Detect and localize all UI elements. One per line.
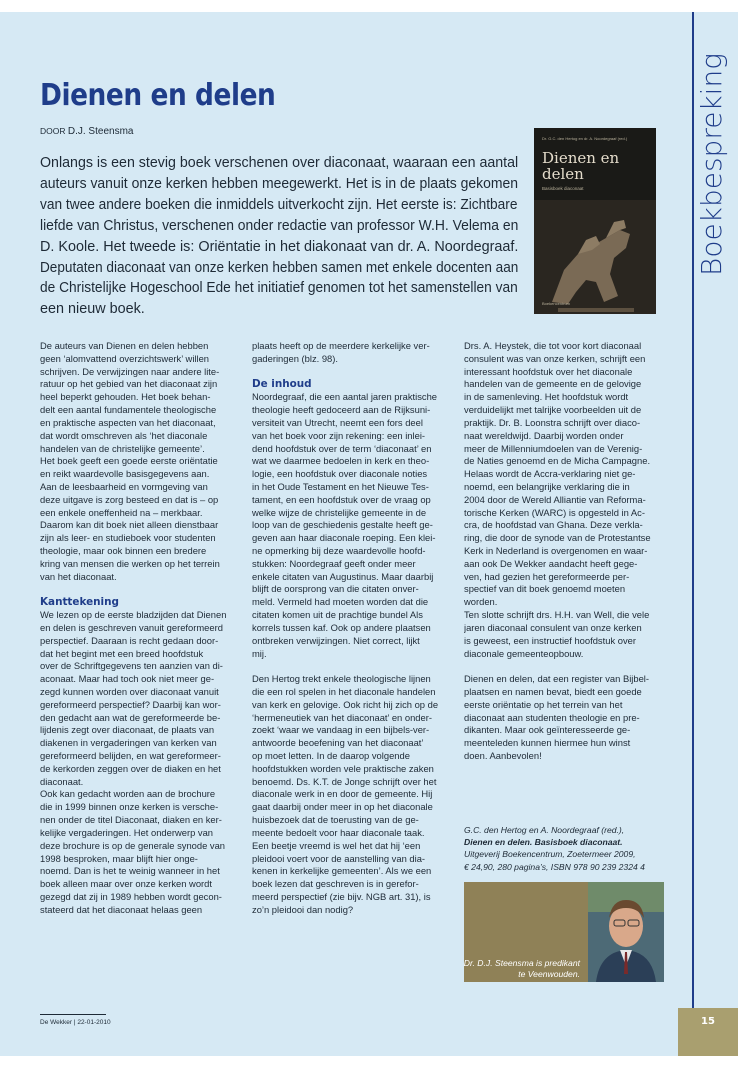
body-text-line: en delen is geschreven vanuit gereformeerd <box>40 621 223 633</box>
body-text-line: perspectief. Daaraan is recht gedaan door- <box>40 634 219 646</box>
body-text-line: spectief van dit boek genoemd moeten <box>464 583 626 595</box>
body-text-line: We lezen op de eerste bladzijden dat Dienen <box>40 609 227 621</box>
body-text-line: loop van de geschiedenis gestalte heeft ge- <box>252 519 433 531</box>
body-text-line: tament, en een hoofdstuk over de vraag op <box>252 493 431 505</box>
body-text-line: versiteit van Utrecht, neemt een fors deel <box>252 416 423 428</box>
body-text-line: Kerk in Nederland is overgenomen en waar- <box>464 545 648 556</box>
body-text-line: dikanten. Maar ook geïnteresseerde ge- <box>464 724 631 736</box>
body-text-line: in het Oude Testament en het Nieuwe Tes- <box>252 480 429 492</box>
body-text-line: nen onder de titel Diaconaat, diaken en ker- <box>40 814 222 826</box>
paragraph-gap <box>252 660 456 673</box>
body-text-line: handelen van de christelijke gemeente’. <box>40 442 205 454</box>
author-photo <box>588 882 664 982</box>
book-details <box>464 824 674 873</box>
body-text-line: handelen van de gemeente en de gelovige <box>464 378 642 390</box>
body-text-line: Het boek geeft een goede eerste oriëntatie <box>40 455 218 467</box>
body-text-line: wat we daarmee bedoelen in kerk en theo- <box>252 455 430 467</box>
article-title: Dienen en delen <box>40 78 276 113</box>
body-text-line: Een beetje vreemd is wel het dat hij ‘een <box>252 839 421 851</box>
body-text-line: geen ‘alomvattend overzichtswerk’ willen <box>40 352 210 364</box>
body-text-line: delt een aantal fundamentele theologische <box>40 404 217 416</box>
body-text-line: meerd perspectief (zie bijv. NGB art. 31), is <box>252 890 431 902</box>
body-text-line: aconaat. Maar had toch ook niet meer ge- <box>40 673 215 685</box>
paragraph-gap <box>464 660 668 673</box>
page-number: 15 <box>701 1016 715 1027</box>
body-text-line: Helaas wordt de Accra-verklaring niet ge- <box>464 468 636 480</box>
body-text-line: geven aan haar diaconale roeping. Een klei- <box>252 532 436 544</box>
body-text-line: blijft de oorsprong van die citaten onver- <box>252 583 419 595</box>
body-text-line: die een rol spelen in het diaconale handelen <box>252 685 436 697</box>
body-text-line: van het diaconaat. <box>40 570 117 582</box>
body-text-line: jaren diaconaal consulent van onze kerken <box>464 621 642 633</box>
body-text-line: dat wordt omschreven als ‘het diaconale <box>40 429 208 441</box>
body-text-line: diakenen in vergaderingen van kerken van <box>40 737 217 749</box>
body-text-line: deze brochure is op de generale synode van <box>40 839 226 851</box>
body-text-line: den gedacht aan wat de gereformeerde be- <box>40 711 221 723</box>
body-text-line: de kerkorden zeggen over de diaken en het <box>40 762 221 774</box>
intro-line: een nieuw boek. <box>40 301 145 318</box>
body-text-line: antwoorde beoefening van het diaconaat’ <box>252 737 424 749</box>
body-text-line: en praktische aspecten van het diaconaat, <box>40 416 216 428</box>
body-text-line: dat het begint met een breed hoofdstuk <box>40 647 204 659</box>
body-text-line: eerste oriëntatie op het terrein van het <box>464 698 623 710</box>
body-text-line: is geweest, een instructief hoofdstuk over <box>464 634 636 646</box>
body-text-line: Drs. A. Heystek, die tot voor kort diaconaal <box>464 340 642 351</box>
body-text-line: schrijven. De verwijzingen naar andere lite- <box>40 365 220 377</box>
body-text-line: van kerk en gelovige. Ook richt hij zich op de <box>252 698 439 710</box>
body-text-line: Ten slotte schrijft drs. H.H. van Well, die vele <box>464 609 650 621</box>
body-text-line: kring van mensen die werken op het terrein <box>40 557 220 569</box>
intro-line: auteurs vanuit onze kerken hebben meegewerkt. Het is in de plaats gekomen <box>40 175 518 192</box>
cover-publisher: Boekencentrum <box>542 301 571 306</box>
body-text-line: welke wijze de christelijke gemeente in de <box>252 506 427 518</box>
author-caption <box>456 958 580 980</box>
body-text-line: in de samenleving. Het hoofdstuk wordt <box>464 391 629 403</box>
body-text-line: plaatsen en namen bevat, biedt een goede <box>464 685 642 697</box>
body-text-line: boek alleen maar over onze kerken wordt <box>40 878 212 890</box>
body-text-line: kenen in kerkelijke gemeenten’. Als we een <box>252 865 432 877</box>
footer-rule <box>40 1014 106 1015</box>
book-details-publisher: Uitgeverij Boekencentrum, Zoetermeer 2009, <box>464 849 636 860</box>
body-text-line: de Naties genoemd en de Micha Campagne. <box>464 455 651 467</box>
cover-editors: Dr. G.C. den Hertog en dr. A. Noordegraaf (red.) <box>542 136 628 141</box>
body-text-line: diaconaat aan studenten theologie en pre- <box>464 711 640 723</box>
body-text-line: huisbezoek dat de toerusting van de ge- <box>252 814 419 826</box>
body-text-line: boek lezen dat geschreven is in gerefor- <box>252 878 419 890</box>
body-text-line: over de Schriftgegevens ten aanzien van di- <box>40 660 223 672</box>
book-details-price-isbn: € 24,90, 280 pagina’s, ISBN 978 90 239 2324 4 <box>464 861 645 872</box>
cover-subtitle: Basisboek diaconaat <box>542 186 584 191</box>
section-heading: Kanttekening <box>40 596 119 609</box>
body-text-line: consulent was van onze kerken, schrijft een <box>464 352 646 364</box>
body-text-line: lijdenis zegt over diaconaat, de plaats van <box>40 724 215 736</box>
body-text-line: logie, een hoofdstuk over diaconale noties <box>252 468 428 480</box>
body-text-line: ring, die door de synode van de Protestantse <box>464 532 651 544</box>
body-text-line: torische Kerken (WARC) is opgesteld in Ac- <box>464 506 645 518</box>
body-text-line: verduidelijkt met talrijke voorbeelden uit de <box>464 404 642 416</box>
intro-line: de Christelijke Hogeschool Ede het initiatief genomen tot het samenstellen van <box>40 280 518 297</box>
body-text-line: citaten komen uit de prachtige bundel Als <box>252 609 423 621</box>
paragraph-gap <box>40 583 244 596</box>
body-text-line: en reikt waardevolle basisgegevens aan. <box>40 468 210 480</box>
body-text-line: enkele citaten van Augustinus. Maar daarbij <box>252 570 434 582</box>
byline <box>40 126 133 137</box>
body-text-line: zoekt ‘waar we vandaag in een bijbels-ver- <box>252 724 430 736</box>
body-text-line: op moet letten. In de daarop volgende <box>252 750 410 761</box>
body-text-line: cra, de hoofdstad van Ghana. Deze verkla- <box>464 519 643 531</box>
body-text-line: heel beperkt gehouden. Het boek behan- <box>40 391 211 403</box>
body-text-line: zo’n pleidooi dan nodig? <box>252 903 354 915</box>
body-text-line: De auteurs van Dienen en delen hebben <box>40 340 209 351</box>
body-text-line: theologie heeft gedoceerd aan de Rijksuni- <box>252 404 431 416</box>
author-caption-line-2: te Veenwouden. <box>518 969 580 979</box>
body-text-line: diaconale werk in en door de gemeente. Hij <box>252 788 433 800</box>
body-text-line: zijn als leer- en studieboek voor studenten <box>40 532 216 544</box>
byline-prefix: DOOR <box>40 126 66 136</box>
body-text-line: aan ook De Wekker aandacht heeft gege- <box>464 557 638 569</box>
intro-line: liefde van Christus, verschenen onder redactie van professor W.H. Velema en <box>40 217 519 234</box>
intro-line: van twee andere boeken die inmiddels uitverkocht zijn. Het eerste is: Zichtbare <box>40 196 518 213</box>
body-text-line: meer de Millenniumdoelen van de Verenig- <box>464 442 643 454</box>
book-details-editors: G.C. den Hertog en A. Noordegraaf (red.), <box>464 825 625 835</box>
body-text-line: gaat daarbij onder meer in op het diaconale <box>252 801 433 813</box>
body-text-line: pleidooi voert voor de aanstelling van dia- <box>252 852 426 864</box>
section-label <box>694 20 730 280</box>
body-text-line: praktijk. Dr. B. Loonstra schrijft over diaco- <box>464 416 641 428</box>
body-column-3 <box>464 340 668 763</box>
body-text-line: deze uitgave is zorg besteed en dat is – op <box>40 493 219 505</box>
intro-line: Deputaten diaconaat van onze kerken hebben samen met enkele docenten aan <box>40 259 519 276</box>
body-text-line: naat wereldwijd. Daarbij worden onder <box>464 429 624 441</box>
body-column-1 <box>40 340 244 917</box>
body-text-line: gereformeerd perspectief? Daarbij kan wor- <box>40 698 221 710</box>
body-text-line: Aan de leesbaarheid en vormgeving van <box>40 480 208 492</box>
body-text-line: meld. Vermeld had moeten worden dat die <box>252 596 429 608</box>
body-text-line: stateerd dat het diaconaat helaas geen <box>40 903 203 915</box>
cover-title: Dienen en delen <box>542 149 620 183</box>
paragraph-gap <box>252 366 456 379</box>
body-text-line: interessant hoofdstuk over het diaconale <box>464 365 633 377</box>
intro-line: Onlangs is een stevig boek verschenen over diaconaat, waaraan een aantal <box>40 155 519 171</box>
cover-sculpture-illustration <box>534 200 656 314</box>
body-text-line: theologie, maar ook binnen een bredere <box>40 545 207 556</box>
body-text-line: ratuur op het gebied van het diaconaat zijn <box>40 378 218 390</box>
body-text-line: korrels tussen kaf. Ook op andere plaatsen <box>252 621 431 633</box>
body-text-line: gereformeerd belijden, en wat gereformeer- <box>40 750 221 761</box>
body-text-line: plaats heeft op de meerdere kerkelijke ver- <box>252 340 430 351</box>
body-text-line: hoofdstukken worden vele praktische zaken <box>252 762 434 774</box>
body-text-line: 1998 besproken, maar blijft hier onge- <box>40 852 198 864</box>
author-caption-line-1: Dr. D.J. Steensma is predikant <box>463 958 580 968</box>
body-text-line: benoemd. Ds. K.T. de Jonge schrijft over het <box>252 775 437 787</box>
body-text-line: Ook kan gedacht worden aan de brochure <box>40 788 216 800</box>
body-text-line: ontbreken verwijzingen. Niet correct, lijkt <box>252 634 420 646</box>
body-text-line: Noordegraaf, die een aantal jaren praktische <box>252 391 438 403</box>
body-text-line: 2004 door de Wereld Alliantie van Reforma- <box>464 493 646 505</box>
section-heading: De inhoud <box>252 378 312 391</box>
body-text-line: ne opmerking bij deze waardevolle hoofd- <box>252 545 426 556</box>
body-text-line: doen. Aanbevolen! <box>464 750 542 761</box>
byline-author: D.J. Steensma <box>67 126 134 137</box>
body-text-line: noemd. Dan is het te weinig wanneer in het <box>40 865 220 877</box>
body-text-line: mij. <box>252 647 267 659</box>
body-text-line: noemd, een belangrijke verklaring die in <box>464 480 630 492</box>
body-text-line: van het boek voor zijn rekening: een inlei- <box>252 429 426 441</box>
body-text-line: een enkele oneffenheid na – merkbaar. <box>40 506 203 518</box>
body-text-line: kelijke vergaderingen. Het onderwerp van <box>40 826 214 838</box>
body-text-line: ven, had gezien het gereformeerde per- <box>464 570 630 582</box>
footer-publication: De Wekker | 22-01-2010 <box>40 1019 111 1026</box>
body-text-line: die in 1999 binnen onze kerken is versche- <box>40 801 219 813</box>
intro-line: D. Koole. Het tweede is: Oriëntatie in het diakonaat van dr. A. Noordegraaf. <box>40 238 519 255</box>
book-cover-image <box>534 128 656 314</box>
body-text-line: Daarom kan dit boek niet alleen dienstbaar <box>40 519 219 531</box>
article-intro <box>40 153 518 320</box>
body-text-line: dend hoofdstuk over de term ‘diaconaat’ en <box>252 442 432 454</box>
section-label-text: Boekbespreking <box>695 53 728 276</box>
body-text-line: Dienen en delen, dat een register van Bijbel- <box>464 673 650 685</box>
body-text-line: zegd kunnen worden over diaconaat vanuit <box>40 685 219 697</box>
body-text-line: worden. <box>464 596 498 608</box>
body-column-2 <box>252 340 456 917</box>
body-text-line: diaconaat. <box>40 775 84 787</box>
author-box <box>464 882 664 982</box>
body-text-line: stukken: Noordegraaf geeft onder meer <box>252 557 416 569</box>
body-text-line: diaconale gemeenteopbouw. <box>464 647 584 659</box>
body-text-line: gezegd dat zij in 1989 hebben wordt gecon- <box>40 890 222 902</box>
body-text-line: ‘hermeneutiek van het diaconaat’ en onder- <box>252 711 432 723</box>
body-text-line: meenteleden kunnen hiermee hun winst <box>464 737 631 749</box>
page-number-box <box>678 1008 738 1056</box>
body-text-line: Den Hertog trekt enkele theologische lijnen <box>252 673 431 685</box>
body-text-line: gaderingen (blz. 98). <box>252 352 338 364</box>
body-text-line: meente bedoelt voor haar diaconale taak. <box>252 826 425 838</box>
book-details-title: Dienen en delen. Basisboek diaconaat. <box>464 837 623 848</box>
